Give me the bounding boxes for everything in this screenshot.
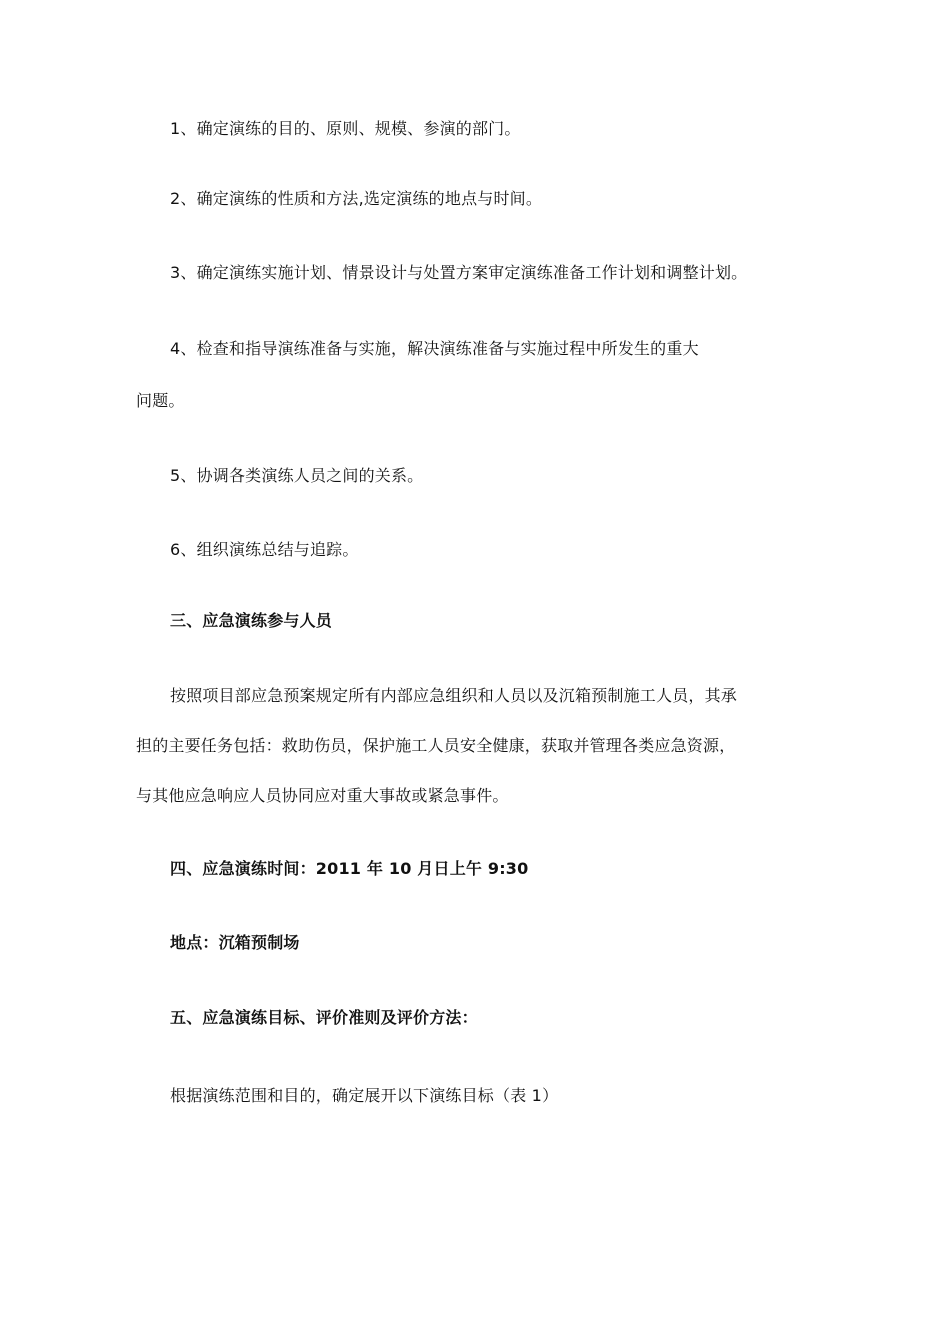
list-item-3: 3、确定演练实施计划、情景设计与处置方案审定演练准备工作计划和调整计划。: [170, 263, 748, 282]
section-4-heading: 四、应急演练时间：2011 年 10 月日上午 9:30: [170, 859, 529, 878]
list-item-1: 1、确定演练的目的、原则、规模、参演的部门。: [170, 119, 521, 138]
list-item-2: 2、确定演练的性质和方法,选定演练的地点与时间。: [170, 189, 543, 208]
section-3-paragraph-line-1: 按照项目部应急预案规定所有内部应急组织和人员以及沉箱预制施工人员，其承: [170, 686, 738, 705]
section-3-heading: 三、应急演练参与人员: [170, 611, 333, 630]
list-item-5: 5、协调各类演练人员之间的关系。: [170, 466, 424, 485]
list-item-4: 4、检查和指导演练准备与实施，解决演练准备与实施过程中所发生的重大: [170, 339, 699, 358]
location-line: 地点：沉箱预制场: [170, 933, 300, 952]
section-5-paragraph: 根据演练范围和目的，确定展开以下演练目标（表 1）: [170, 1086, 559, 1105]
list-item-6: 6、组织演练总结与追踪。: [170, 540, 359, 559]
section-3-paragraph-line-2: 担的主要任务包括：救助伤员，保护施工人员安全健康，获取并管理各类应急资源，: [136, 736, 736, 755]
section-3-paragraph-line-3: 与其他应急响应人员协同应对重大事故或紧急事件。: [136, 786, 509, 805]
section-5-heading: 五、应急演练目标、评价准则及评价方法：: [170, 1008, 478, 1027]
list-item-4-continued: 问题。: [136, 391, 185, 410]
